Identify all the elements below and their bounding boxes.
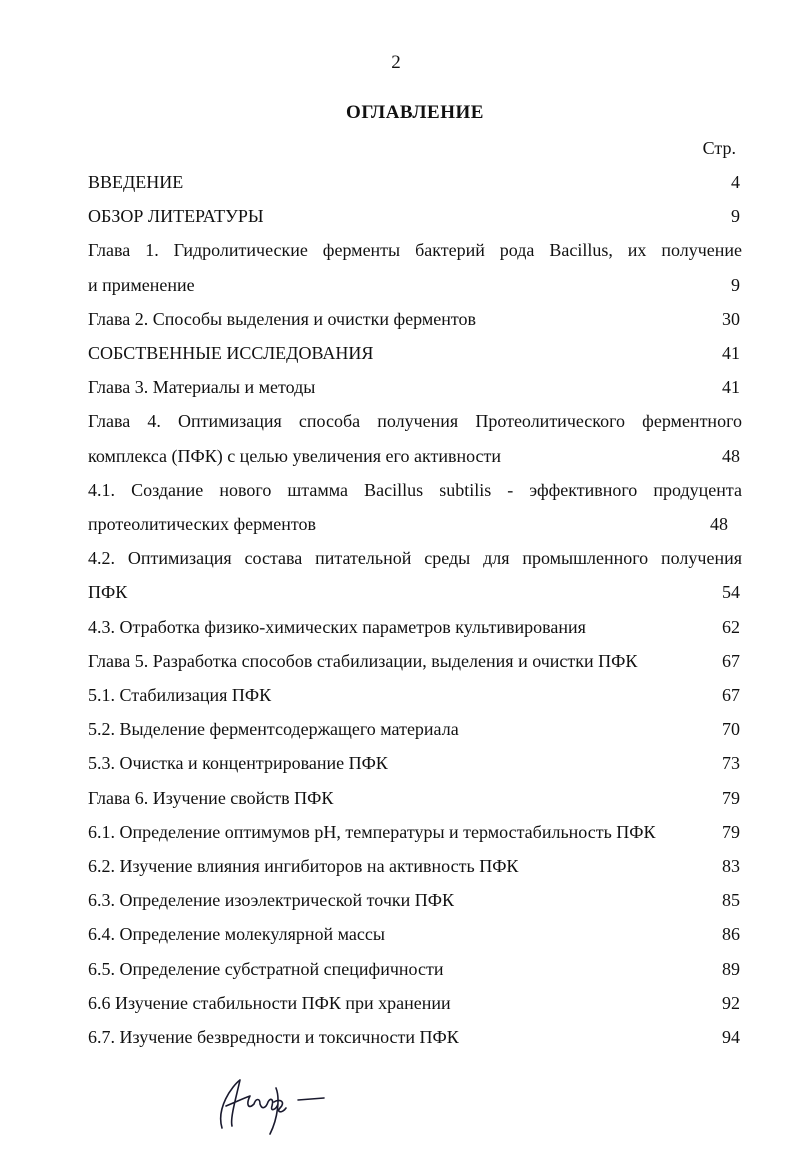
toc-entry-title: 5.1. Стабилизация ПФК [88,685,272,706]
toc-entry-title: Глава 5. Разработка способов стабилизации, выделения и очистки ПФК [88,650,638,671]
toc-entry-section-6-7[interactable] [88,1020,742,1054]
toc-entry-page: 67 [722,685,740,706]
toc-entry-page: 89 [722,958,740,979]
toc-entry-page: 92 [722,992,740,1013]
toc-entry-page: 83 [722,856,740,877]
toc-entry-page: 79 [722,821,740,842]
toc-entry-title-line: комплекса (ПФК) с целью увеличения его активности [88,445,502,466]
toc-entry-page: 85 [722,890,740,911]
toc-entry-section-6-4[interactable] [88,917,742,951]
toc-entry-page: 48 [710,514,728,535]
toc-entry-section-6-1[interactable] [88,815,742,849]
toc-entry-title-line: и применение [88,274,195,295]
toc-entry-section-4-1[interactable] [88,473,742,541]
toc-entry-page: 41 [722,377,740,398]
toc-entry-section-4-2[interactable] [88,541,742,609]
toc-entry-title: 6.4. Определение молекулярной массы [88,924,385,945]
toc-entry-chapter-4[interactable] [88,404,742,472]
toc-entry-literature-review[interactable] [88,199,742,233]
toc-entry-chapter-6[interactable] [88,781,742,815]
toc-entry-section-5-3[interactable] [88,746,742,780]
toc-entry-page: 9 [731,206,740,227]
toc-entry-section-6-5[interactable] [88,952,742,986]
toc-entry-title: 5.2. Выделение ферментсодержащего материала [88,719,459,740]
toc-entry-title-line: 4.2. Оптимизация состава питательной среды для промышленного получения [88,548,742,569]
toc-entry-page: 41 [722,343,740,364]
toc-entry-chapter-2[interactable] [88,302,742,336]
toc-entry-section-6-2[interactable] [88,849,742,883]
page-number: 2 [391,52,401,73]
toc-entry-title: 4.3. Отработка физико-химических параметров культивирования [88,616,586,637]
toc-entry-title: 6.2. Изучение влияния ингибиторов на активность ПФК [88,856,519,877]
toc-title: ОГЛАВЛЕНИЕ [346,102,484,123]
toc-entry-section-5-2[interactable] [88,712,742,746]
toc-entry-title: ВВЕДЕНИЕ [88,172,184,192]
toc-entry-title: Глава 6. Изучение свойств ПФК [88,787,334,808]
toc-entry-title: 6.6 Изучение стабильности ПФК при хранении [88,992,451,1013]
toc-entry-title: 6.3. Определение изоэлектрической точки ПФК [88,890,454,911]
toc-entry-introduction[interactable] [88,165,742,199]
toc-entry-title: 5.3. Очистка и концентрирование ПФК [88,753,388,774]
toc-entry-chapter-3[interactable] [88,370,742,404]
toc-entry-section-5-1[interactable] [88,678,742,712]
toc-entry-page: 48 [722,445,740,466]
toc-entry-page: 70 [722,719,740,740]
toc-entry-page: 86 [722,924,740,945]
toc-entry-title-line: ПФК [88,582,128,603]
toc-entry-page: 62 [722,616,740,637]
toc-entry-page: 67 [722,650,740,671]
toc-entry-chapter-5[interactable] [88,644,742,678]
table-of-contents [88,165,742,1054]
toc-entry-title: 6.7. Изучение безвредности и токсичности ПФК [88,1027,459,1048]
toc-entry-own-research[interactable] [88,336,742,370]
toc-entry-title: СОБСТВЕННЫЕ ИССЛЕДОВАНИЯ [88,343,374,364]
toc-entry-title: ОБЗОР ЛИТЕРАТУРЫ [88,206,264,227]
toc-entry-page: 79 [722,787,740,808]
toc-entry-section-6-3[interactable] [88,883,742,917]
toc-entry-page: 54 [722,582,740,603]
toc-entry-page: 73 [722,753,740,774]
page-column-label: Стр. [702,138,736,158]
toc-entry-section-4-3[interactable] [88,610,742,644]
toc-entry-page: 30 [722,308,740,329]
toc-entry-title-line: Глава 4. Оптимизация способа получения Протеолитического ферментного [88,411,742,432]
toc-entry-title-line: Глава 1. Гидролитические ферменты бактерий рода Bacillus, их получение [88,240,742,261]
toc-entry-title: 6.1. Определение оптимумов pH, температуры и термостабильность ПФК [88,821,656,842]
toc-entry-page: 94 [722,1027,740,1048]
toc-entry-page: 9 [731,274,740,295]
toc-entry-chapter-1[interactable] [88,233,742,301]
toc-entry-page: 4 [731,172,740,192]
toc-entry-title: Глава 2. Способы выделения и очистки ферментов [88,308,476,329]
toc-entry-title: Глава 3. Материалы и методы [88,377,316,398]
toc-entry-section-6-6[interactable] [88,986,742,1020]
toc-entry-title: 6.5. Определение субстратной специфичности [88,958,444,979]
handwritten-signature [210,1068,330,1138]
toc-entry-title-line: протеолитических ферментов [88,514,317,535]
toc-entry-title-line: 4.1. Создание нового штамма Bacillus subtilis - эффективного продуцента [88,479,742,500]
